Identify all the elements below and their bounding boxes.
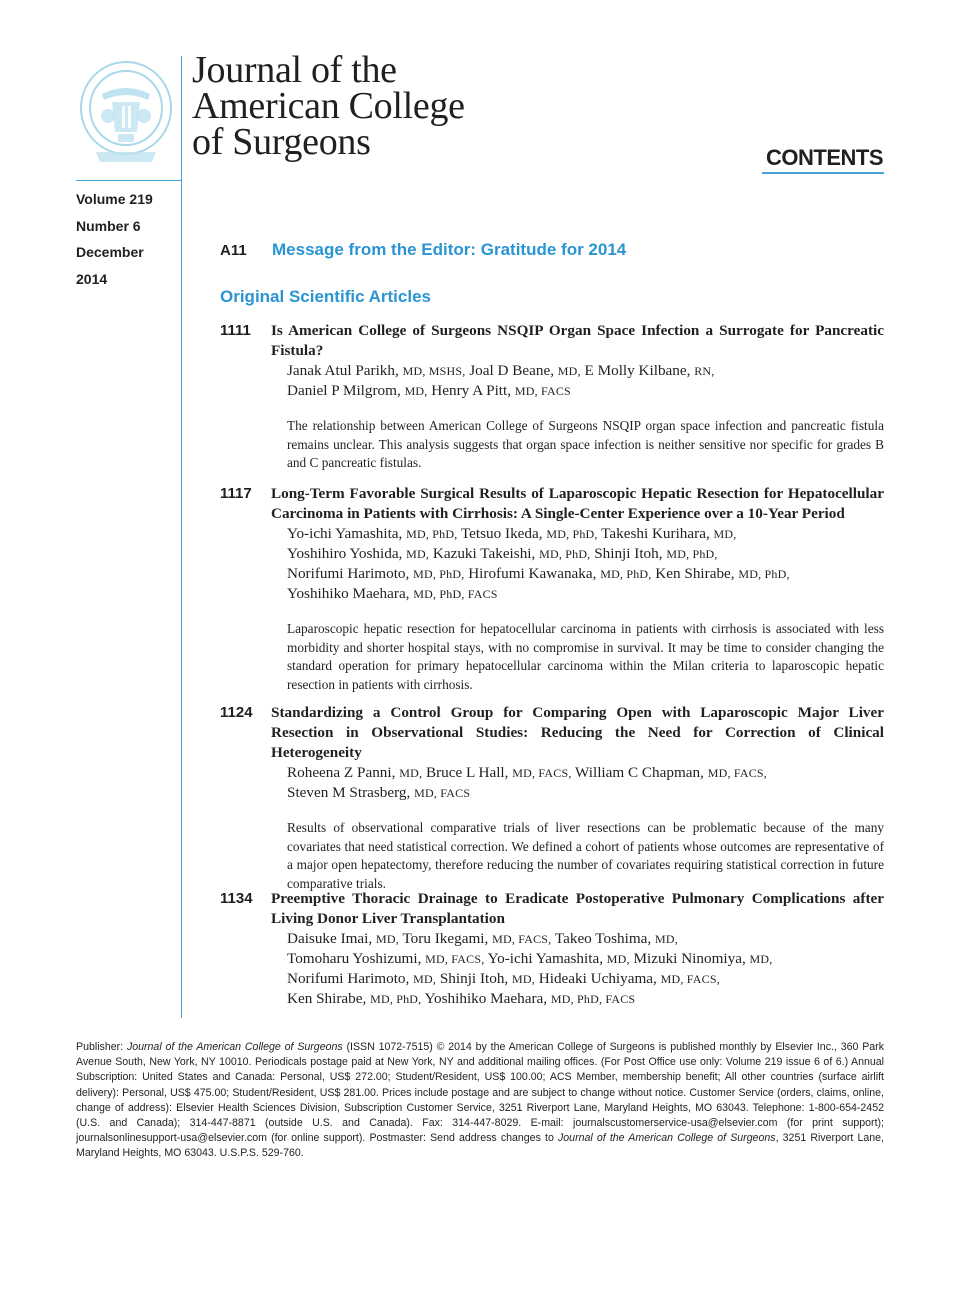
article-authors xyxy=(287,763,884,803)
article-entry[interactable] xyxy=(220,321,884,473)
author-name: Daniel P Milgrom, xyxy=(287,382,401,399)
author-name: Takeo Toshima, xyxy=(554,930,652,947)
author-name: Mizuki Ninomiya, xyxy=(633,950,746,967)
author-name: Tomoharu Yoshizumi, xyxy=(287,950,422,967)
author-degrees: MD, xyxy=(376,932,399,946)
author-name: Toru Ikegami, xyxy=(402,930,489,947)
author-name: Norifumi Harimoto, xyxy=(287,970,410,987)
author-name: Takeshi Kurihara, xyxy=(601,525,710,542)
author-name: Shinji Itoh, xyxy=(594,545,663,562)
author xyxy=(539,970,720,987)
author xyxy=(287,930,399,947)
journal-title-line1: Journal of the xyxy=(192,49,397,91)
author xyxy=(287,545,429,562)
author xyxy=(594,545,717,562)
author-degrees: MD, FACS, xyxy=(707,766,767,780)
author-degrees: MD, FACS xyxy=(514,384,571,398)
author-degrees: MD, xyxy=(654,932,678,946)
author-name: Yoshihiro Yoshida, xyxy=(287,545,403,562)
author-degrees: MD, PhD, xyxy=(600,567,652,581)
author-name: Joal D Beane, xyxy=(469,362,554,379)
issue-divider xyxy=(76,180,182,181)
author-degrees: MD, xyxy=(512,972,535,986)
author-degrees: MD, PhD, xyxy=(666,547,718,561)
editor-message-page: A11 xyxy=(220,242,247,259)
author-degrees: MD, MSHS, xyxy=(402,364,466,378)
article-page: 1117 xyxy=(220,485,252,502)
author xyxy=(655,565,789,582)
author xyxy=(287,990,421,1007)
author-name: E Molly Kilbane, xyxy=(584,362,691,379)
author-name: Yo-ichi Yamashita, xyxy=(487,950,603,967)
author-degrees: MD, PhD, FACS xyxy=(413,587,498,601)
author xyxy=(426,764,572,781)
issue-number: Number 6 xyxy=(76,217,141,234)
author-name: Yo-ichi Yamashita, xyxy=(287,525,403,542)
author xyxy=(431,382,571,399)
author xyxy=(555,930,678,947)
author xyxy=(601,525,736,542)
vertical-divider xyxy=(181,56,182,1018)
issue-info xyxy=(76,186,153,292)
author-degrees: MD, xyxy=(406,547,430,561)
contents-label: CONTENTS xyxy=(766,145,883,170)
author xyxy=(402,930,551,947)
article-authors xyxy=(287,361,884,401)
author-degrees: MD, PhD, xyxy=(539,547,591,561)
author xyxy=(468,565,651,582)
author-name: Janak Atul Parikh, xyxy=(287,362,399,379)
author-name: Kazuki Takeishi, xyxy=(432,545,536,562)
author-degrees: MD, PhD, xyxy=(406,527,458,541)
article-abstract: Laparoscopic hepatic resection for hepatocellular carcinoma in patients with cirrhosis is associated with less morbidity and shorter hospital stays, with no compromise in survival. It may be time to consider changing the standard operation for primary hepatocellular carcinoma within the Milan criteria to laparoscopic hepatic resection in patients with cirrhosis. xyxy=(287,621,884,692)
editor-message[interactable] xyxy=(220,240,626,260)
article-abstract: Results of observational comparative trials of liver resections can be problematic because of the many covariates that need statistical correction. We defined a cohort of patients whose outcomes are representative of a major open hepatectomy, therefore reducing the number of covariates requiring statistical correction in future comparative trials. xyxy=(287,820,884,891)
article-title[interactable]: Is American College of Surgeons NSQIP Organ Space Infection a Surrogate for Pancreatic Fistula? xyxy=(271,322,884,359)
publisher-text-a: (ISSN 1072-7515) © 2014 by the American College of Surgeons is published monthly by Elsevier Inc., 360 Park Avenue South, New York, NY 10010. Periodicals postage paid at New York, NY and additional mailing offices. (For Post Office use only: Volume 219 issue 6 of 6.) Annual Subscription: United States and Canada: Personal, US$ 272.00; Student/Resident, US$ 100.00; ACS Member, membership benefit; All other countries (surface airlift delivery): Personal, US$ 475.00; Student/Resident, US$ 281.00. Prices include postage and are subject to change without notice. Customer Service (orders, claims, online, change of address): Elsevier Health Sciences Division, Subscription Customer Service, 3251 Riverport Lane, Maryland Heights, MO 63043. Telephone: 1-800-654-2452 (U.S. and Canada); 314-447-8871 (outside U.S. and Canada). Fax: 314-447-8029. E-mail: journalscustomerservice-usa@elsevier.com (for print support); journalsonlinesupport-usa@elsevier.com (for online support). Postmaster: Send address changes to xyxy=(76,1041,884,1145)
article-authors xyxy=(287,929,884,1009)
author xyxy=(461,525,598,542)
journal-title-line2: American College xyxy=(192,85,465,127)
author-name: Hirofumi Kawanaka, xyxy=(468,565,597,582)
publisher-journal-name-2: Journal of the American College of Surgeons xyxy=(557,1132,776,1145)
author-degrees: MD, xyxy=(399,766,423,780)
author-degrees: MD, FACS xyxy=(414,786,471,800)
publisher-info xyxy=(76,1040,884,1162)
publisher-journal-name: Journal of the American College of Surgeons xyxy=(126,1041,343,1053)
author-degrees: MD, PhD, xyxy=(370,992,422,1006)
author xyxy=(287,585,498,602)
author xyxy=(287,950,484,967)
article-entry[interactable] xyxy=(220,703,884,893)
article-entry[interactable] xyxy=(220,889,884,1009)
contents-underline xyxy=(762,172,884,174)
author xyxy=(287,565,464,582)
author-degrees: MD, xyxy=(713,527,737,541)
author-degrees: MD, PhD, xyxy=(546,527,598,541)
author-name: Norifumi Harimoto, xyxy=(287,565,410,582)
article-authors xyxy=(287,524,884,604)
author xyxy=(488,950,630,967)
article-page: 1124 xyxy=(220,704,253,721)
author xyxy=(425,990,636,1007)
author-name: Ken Shirabe, xyxy=(655,565,735,582)
author-degrees: RN, xyxy=(694,364,715,378)
issue-volume: Volume 219 xyxy=(76,191,153,207)
author-name: Henry A Pitt, xyxy=(431,382,512,399)
author-degrees: MD, FACS, xyxy=(492,932,552,946)
article-entry[interactable] xyxy=(220,484,884,694)
author xyxy=(287,764,422,781)
article-title[interactable]: Preemptive Thoracic Drainage to Eradicate Postoperative Pulmonary Complications after Living Donor Liver Transplantation xyxy=(271,890,884,927)
author-name: William C Chapman, xyxy=(575,764,704,781)
article-abstract: The relationship between American College of Surgeons NSQIP organ space infection and pancreatic fistula remains unclear. This analysis suggests that organ space infection is neither sensitive nor specific for grades B and C pancreatic fistulas. xyxy=(287,418,884,471)
author xyxy=(287,784,470,801)
author-name: Ken Shirabe, xyxy=(287,990,367,1007)
author xyxy=(575,764,767,781)
author-name: Steven M Strasberg, xyxy=(287,784,411,801)
author-degrees: MD, PhD, xyxy=(738,567,790,581)
author-name: Bruce L Hall, xyxy=(425,764,509,781)
journal-title xyxy=(192,49,465,163)
author-degrees: MD, PhD, xyxy=(413,567,465,581)
author-name: Tetsuo Ikeda, xyxy=(460,525,543,542)
author xyxy=(634,950,773,967)
author-name: Hideaki Uchiyama, xyxy=(538,970,657,987)
author xyxy=(440,970,535,987)
author-degrees: MD, xyxy=(606,952,630,966)
author-degrees: MD, PhD, FACS xyxy=(550,992,636,1006)
article-title[interactable]: Long-Term Favorable Surgical Results of Laparoscopic Hepatic Resection for Hepatocellular Carcinoma in Patients with Cirrhosis: A Single-Center Experience over a 10-Year Period xyxy=(271,485,884,522)
publisher-text-b: , 3251 Riverport Lane, Maryland Heights, MO 63043. U.S.P.S. 529-760. xyxy=(76,1132,884,1160)
author xyxy=(287,525,457,542)
author-name: Daisuke Imai, xyxy=(287,930,373,947)
author xyxy=(287,382,428,399)
author xyxy=(287,970,436,987)
author-degrees: MD, FACS, xyxy=(660,972,720,986)
section-heading: Original Scientific Articles xyxy=(220,287,431,306)
author-degrees: MD, FACS, xyxy=(425,952,485,966)
author xyxy=(287,362,465,379)
author-degrees: MD, xyxy=(413,972,437,986)
author-name: Shinji Itoh, xyxy=(439,970,509,987)
article-title[interactable]: Standardizing a Control Group for Comparing Open with Laparoscopic Major Liver Resection in Observational Studies: Reducing the Need for Correction of Clinical Heterogeneity xyxy=(271,704,884,761)
author-degrees: MD, xyxy=(404,384,428,398)
author-name: Yoshihiko Maehara, xyxy=(424,990,548,1007)
author xyxy=(585,362,715,379)
issue-year: 2014 xyxy=(76,270,108,287)
author-degrees: MD, FACS, xyxy=(512,766,572,780)
author xyxy=(469,362,581,379)
editor-message-title[interactable]: Message from the Editor: Gratitude for 2014 xyxy=(272,240,627,259)
journal-title-line3: of Surgeons xyxy=(192,121,371,163)
author xyxy=(433,545,591,562)
author-degrees: MD, xyxy=(557,364,581,378)
author-degrees: MD, xyxy=(749,952,773,966)
author-name: Yoshihiko Maehara, xyxy=(287,585,410,602)
publisher-label: Publisher: xyxy=(76,1041,124,1053)
issue-month: December xyxy=(76,244,144,260)
article-page: 1134 xyxy=(220,890,253,907)
article-page: 1111 xyxy=(220,322,251,339)
author-name: Roheena Z Panni, xyxy=(287,764,396,781)
acs-seal-icon xyxy=(78,58,174,164)
